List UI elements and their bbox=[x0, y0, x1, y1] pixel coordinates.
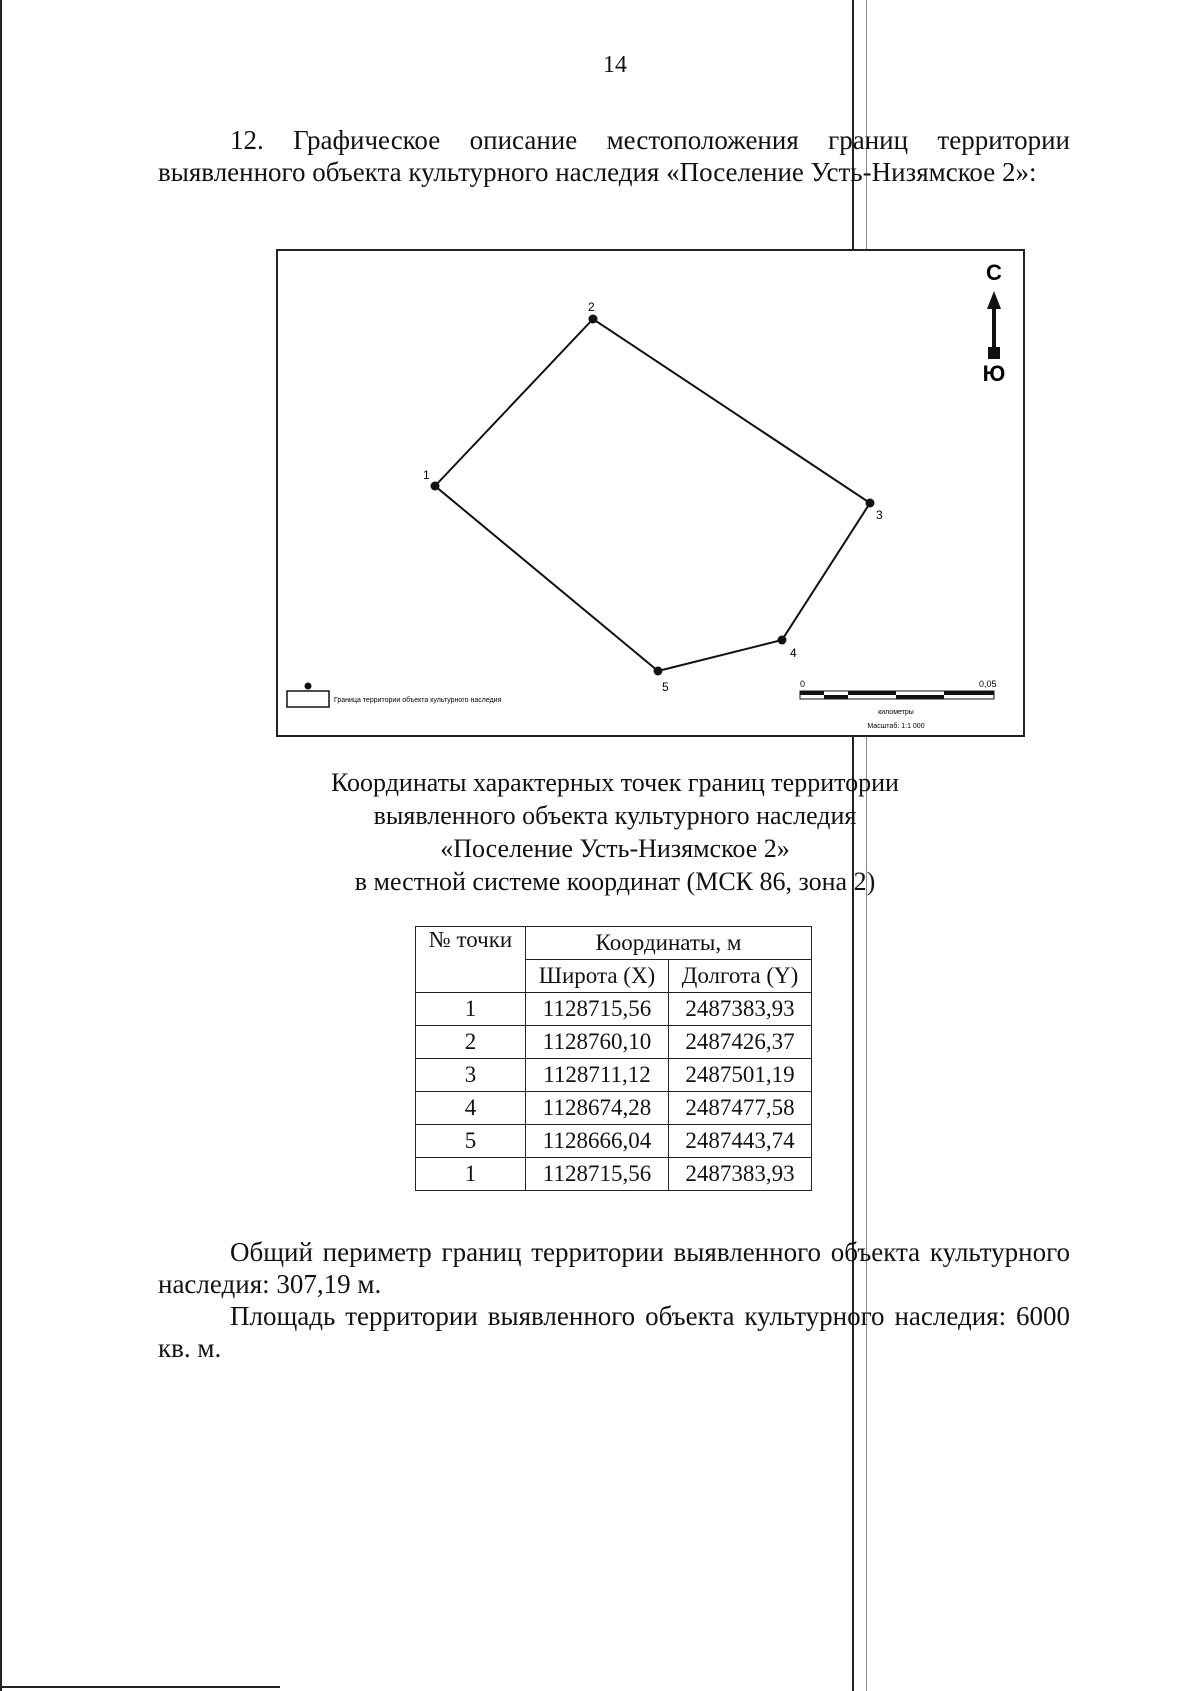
coordinates-title-line: в местной системе координат (МСК 86, зона 2) bbox=[354, 867, 876, 896]
header-y: Долгота (Y) bbox=[669, 960, 812, 993]
map-drawing bbox=[278, 251, 1023, 735]
cell-y: 2487383,93 bbox=[669, 993, 812, 1026]
point-2-label: 2 bbox=[588, 300, 595, 314]
point-4-label: 4 bbox=[790, 646, 797, 660]
scale-bar-icon bbox=[800, 691, 994, 699]
scale-end-label: 0,05 bbox=[979, 679, 997, 689]
coordinates-title bbox=[0, 766, 1200, 898]
coordinates-title-line: «Поселение Усть-Низямское 2» bbox=[440, 834, 790, 863]
scale-unit-label: километры bbox=[878, 709, 914, 716]
scale-ratio-label: Масштаб: 1:1 000 bbox=[867, 723, 925, 730]
table-row bbox=[416, 1158, 812, 1191]
cell-point: 1 bbox=[416, 1158, 526, 1191]
cell-y: 2487477,58 bbox=[669, 1092, 812, 1125]
scale-start-label: 0 bbox=[800, 679, 806, 689]
table-row bbox=[416, 1026, 812, 1059]
point-1-label: 1 bbox=[423, 468, 430, 482]
legend-label: Граница территории объекта культурного наследия bbox=[334, 697, 502, 704]
point-1-marker bbox=[431, 482, 440, 491]
area-text: Площадь территории выявленного объекта культурного наследия: 6000 кв. м. bbox=[158, 1301, 1070, 1363]
point-4-marker bbox=[778, 636, 787, 645]
table-row bbox=[416, 1125, 812, 1158]
cell-x: 1128666,04 bbox=[526, 1125, 669, 1158]
table-header-row bbox=[416, 927, 812, 960]
point-3-label: 3 bbox=[876, 508, 883, 522]
section-heading: 12. Графическое описание местоположения границ территории выявленного объекта культурного наследия «Поселение Усть-Низямское 2»: bbox=[158, 125, 1070, 187]
cell-point: 2 bbox=[416, 1026, 526, 1059]
table-row bbox=[416, 993, 812, 1026]
cell-x: 1128715,56 bbox=[526, 1158, 669, 1191]
coordinates-table bbox=[415, 926, 812, 1191]
boundary-polygon bbox=[435, 319, 870, 671]
coordinates-title-line: выявленного объекта культурного наследия bbox=[373, 801, 857, 830]
legend-boundary-icon bbox=[287, 691, 329, 707]
page-number: 14 bbox=[603, 52, 627, 78]
table-row bbox=[416, 1092, 812, 1125]
cell-y: 2487426,37 bbox=[669, 1026, 812, 1059]
compass-south-label: Ю bbox=[982, 361, 1006, 386]
cell-y: 2487443,74 bbox=[669, 1125, 812, 1158]
point-3-marker bbox=[866, 499, 875, 508]
perimeter-text: Общий периметр границ территории выявленного объекта культурного наследия: 307,19 м. bbox=[158, 1237, 1070, 1299]
table-row bbox=[416, 1059, 812, 1092]
cell-x: 1128760,10 bbox=[526, 1026, 669, 1059]
boundary-map bbox=[276, 249, 1025, 737]
cell-point: 1 bbox=[416, 993, 526, 1026]
compass-north-label: С bbox=[986, 260, 1002, 285]
header-point: № точки bbox=[416, 927, 526, 993]
point-5-label: 5 bbox=[662, 680, 669, 694]
legend-point-icon bbox=[305, 683, 312, 690]
cell-x: 1128715,56 bbox=[526, 993, 669, 1026]
cell-y: 2487501,19 bbox=[669, 1059, 812, 1092]
cell-point: 4 bbox=[416, 1092, 526, 1125]
scan-artifact-line bbox=[0, 1686, 280, 1688]
point-2-marker bbox=[589, 315, 598, 324]
cell-x: 1128711,12 bbox=[526, 1059, 669, 1092]
header-x: Широта (X) bbox=[526, 960, 669, 993]
coordinates-title-line: Координаты характерных точек границ территории bbox=[331, 768, 899, 797]
point-5-marker bbox=[654, 667, 663, 676]
cell-point: 5 bbox=[416, 1125, 526, 1158]
cell-y: 2487383,93 bbox=[669, 1158, 812, 1191]
cell-point: 3 bbox=[416, 1059, 526, 1092]
header-coordinates: Координаты, м bbox=[526, 927, 812, 960]
north-arrow-icon bbox=[987, 291, 1001, 359]
cell-x: 1128674,28 bbox=[526, 1092, 669, 1125]
